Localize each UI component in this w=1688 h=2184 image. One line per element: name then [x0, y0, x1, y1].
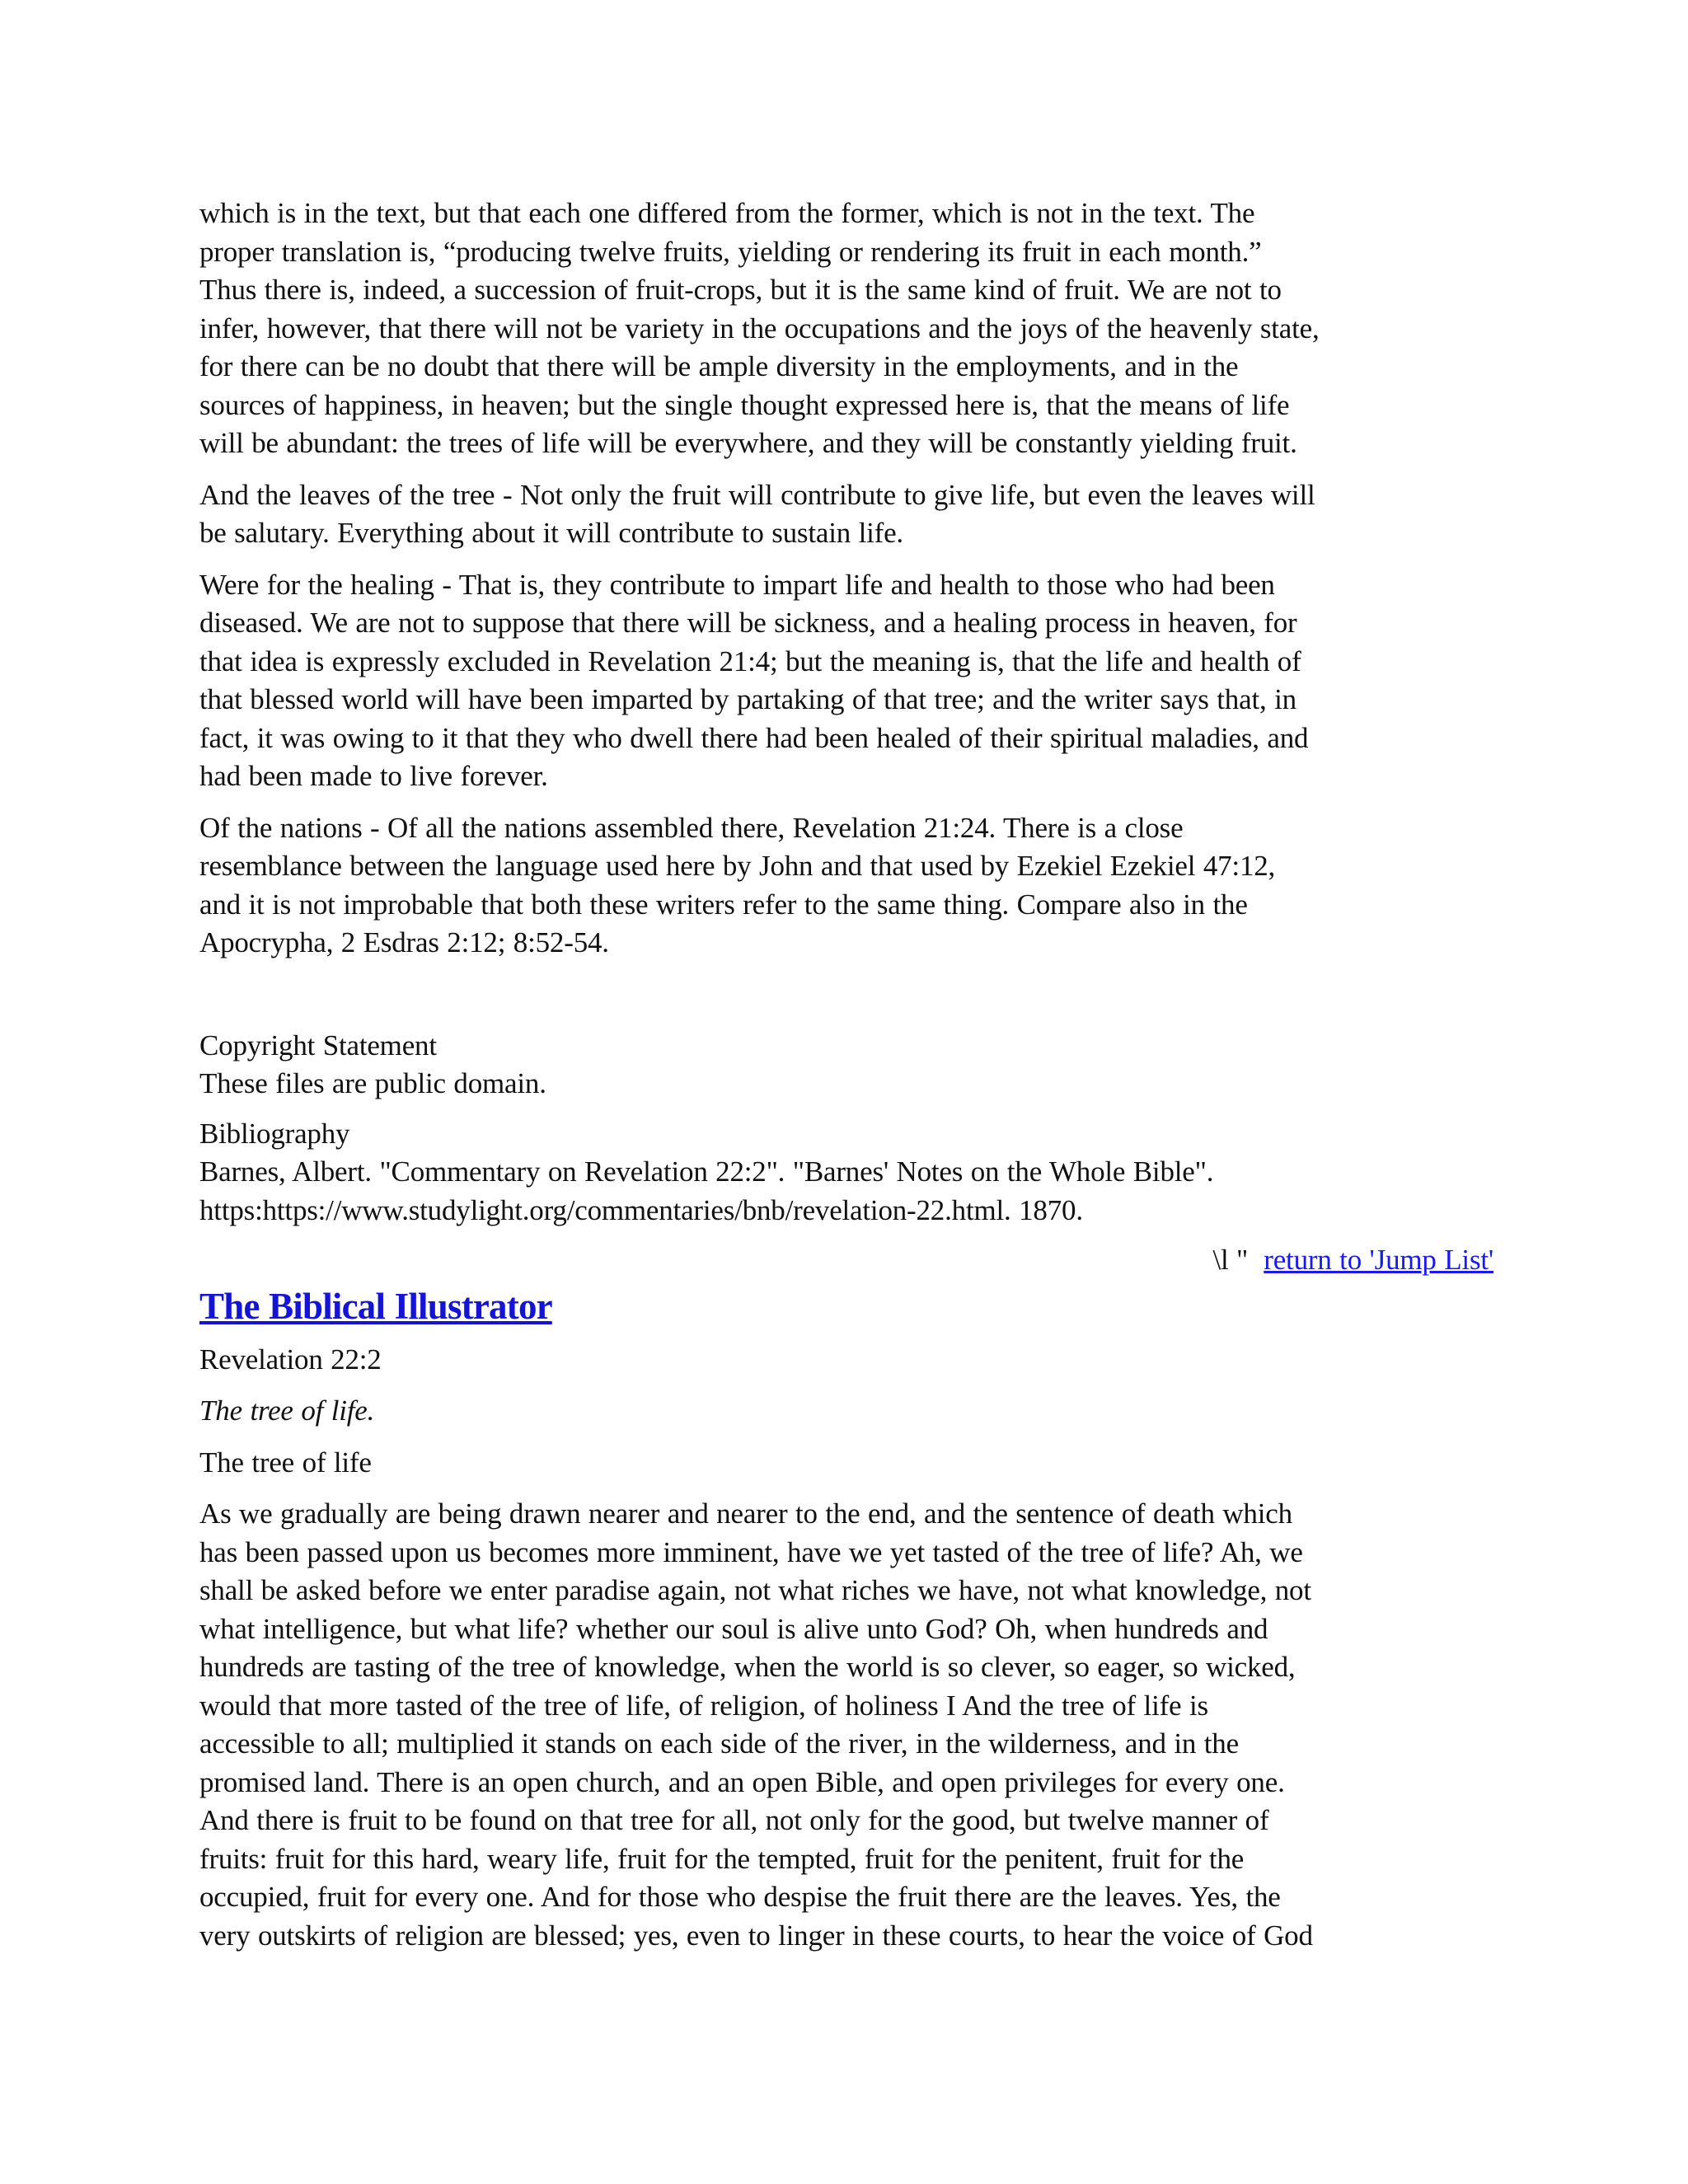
return-to-jump-list-link[interactable]: return to 'Jump List' — [1264, 1244, 1493, 1276]
text-line: infer, however, that there will not be variety in the occupations and the joys of the heavenly state, — [199, 312, 1320, 344]
bibliography-url: https:https://www.studylight.org/commentaries/bnb/revelation-22.html. 1870. — [199, 1193, 1083, 1226]
bibliography-heading: Bibliography — [199, 1117, 350, 1150]
text-line: hundreds are tasting of the tree of knowledge, when the world is so clever, so eager, so wicked, — [199, 1651, 1296, 1683]
text-line: accessible to all; multiplied it stands on each side of the river, in the wilderness, and in the — [199, 1727, 1239, 1760]
scripture-reference: Revelation 22:2 — [199, 1343, 382, 1376]
text-line: occupied, fruit for every one. And for those who despise the fruit there are the leaves. Yes, the — [199, 1881, 1281, 1913]
text-line: that idea is expressly excluded in Revelation 21:4; but the meaning is, that the life and health of — [199, 644, 1301, 677]
section-title-link[interactable]: The Biblical Illustrator — [199, 1285, 552, 1327]
paragraph-leaves — [199, 476, 1493, 553]
text-line: for there can be no doubt that there will be ample diversity in the employments, and in the — [199, 350, 1239, 382]
text-line: very outskirts of religion are blessed; yes, even to linger in these courts, to hear the voice of God — [199, 1919, 1313, 1952]
text-line: be salutary. Everything about it will contribute to sustain life. — [199, 517, 903, 549]
text-line: And there is fruit to be found on that tree for all, not only for the good, but twelve manner of — [199, 1804, 1269, 1836]
copyright-block — [199, 1027, 1493, 1104]
paragraph-tree-of-life — [199, 1495, 1493, 1955]
text-line: shall be asked before we enter paradise again, not what riches we have, not what knowledge, not — [199, 1574, 1311, 1606]
text-line: has been passed upon us becomes more imminent, have we yet tasted of the tree of life? Ah, we — [199, 1535, 1303, 1568]
text-line: Apocrypha, 2 Esdras 2:12; 8:52-54. — [199, 926, 609, 958]
text-line: Of the nations - Of all the nations assembled there, Revelation 21:24. There is a close — [199, 811, 1184, 844]
text-line: resemblance between the language used here by John and that used by Ezekiel Ezekiel 47:12, — [199, 850, 1276, 882]
text-line: would that more tasted of the tree of life, of religion, of holiness I And the tree of life is — [199, 1689, 1208, 1722]
copyright-heading: Copyright Statement — [199, 1029, 437, 1062]
text-line: had been made to live forever. — [199, 760, 548, 792]
text-line: sources of happiness, in heaven; but the single thought expressed here is, that the means of life — [199, 388, 1290, 421]
text-line: As we gradually are being drawn nearer and nearer to the end, and the sentence of death which — [199, 1497, 1292, 1530]
text-line: And the leaves of the tree - Not only the fruit will contribute to give life, but even the leaves will — [199, 478, 1315, 511]
text-line: diseased. We are not to suppose that there will be sickness, and a healing process in heaven, for — [199, 607, 1297, 639]
section-heading: The tree of life — [199, 1446, 372, 1479]
text-line: and it is not improbable that both these writers refer to the same thing. Compare also in the — [199, 888, 1248, 921]
text-line: which is in the text, but that each one differed from the former, which is not in the text. The — [199, 197, 1255, 229]
paragraph-healing — [199, 566, 1493, 796]
text-line: Were for the healing - That is, they contribute to impart life and health to those who had been — [199, 568, 1275, 601]
bibliography-citation: Barnes, Albert. "Commentary on Revelation 22:2". "Barnes' Notes on the Whole Bible". — [199, 1155, 1214, 1188]
section-subtitle: The tree of life. — [199, 1394, 375, 1427]
return-prefix: \l " — [1212, 1244, 1264, 1276]
text-line: promised land. There is an open church, and an open Bible, and open privileges for every one. — [199, 1765, 1285, 1798]
paragraph-nations — [199, 809, 1493, 963]
text-line: fruits: fruit for this hard, weary life, fruit for the tempted, fruit for the penitent, fruit for the — [199, 1842, 1245, 1875]
document-page — [199, 194, 1493, 1968]
text-line: fact, it was owing to it that they who dwell there had been healed of their spiritual maladies, and — [199, 721, 1309, 754]
copyright-text: These files are public domain. — [199, 1067, 546, 1099]
return-row — [199, 1241, 1493, 1280]
text-line: proper translation is, “producing twelve fruits, yielding or rendering its fruit in each month.” — [199, 235, 1262, 268]
text-line: what intelligence, but what life? whether our soul is alive unto God? Oh, when hundreds and — [199, 1612, 1268, 1645]
text-line: that blessed world will have been imparted by partaking of that tree; and the writer says that, in — [199, 683, 1296, 715]
bibliography-block — [199, 1115, 1493, 1230]
text-line: Thus there is, indeed, a succession of fruit-crops, but it is the same kind of fruit. We are not to — [199, 274, 1282, 306]
spacer — [199, 976, 1493, 1027]
paragraph-fruit-crops — [199, 194, 1493, 463]
text-line: will be abundant: the trees of life will be everywhere, and they will be constantly yielding fruit. — [199, 427, 1297, 459]
